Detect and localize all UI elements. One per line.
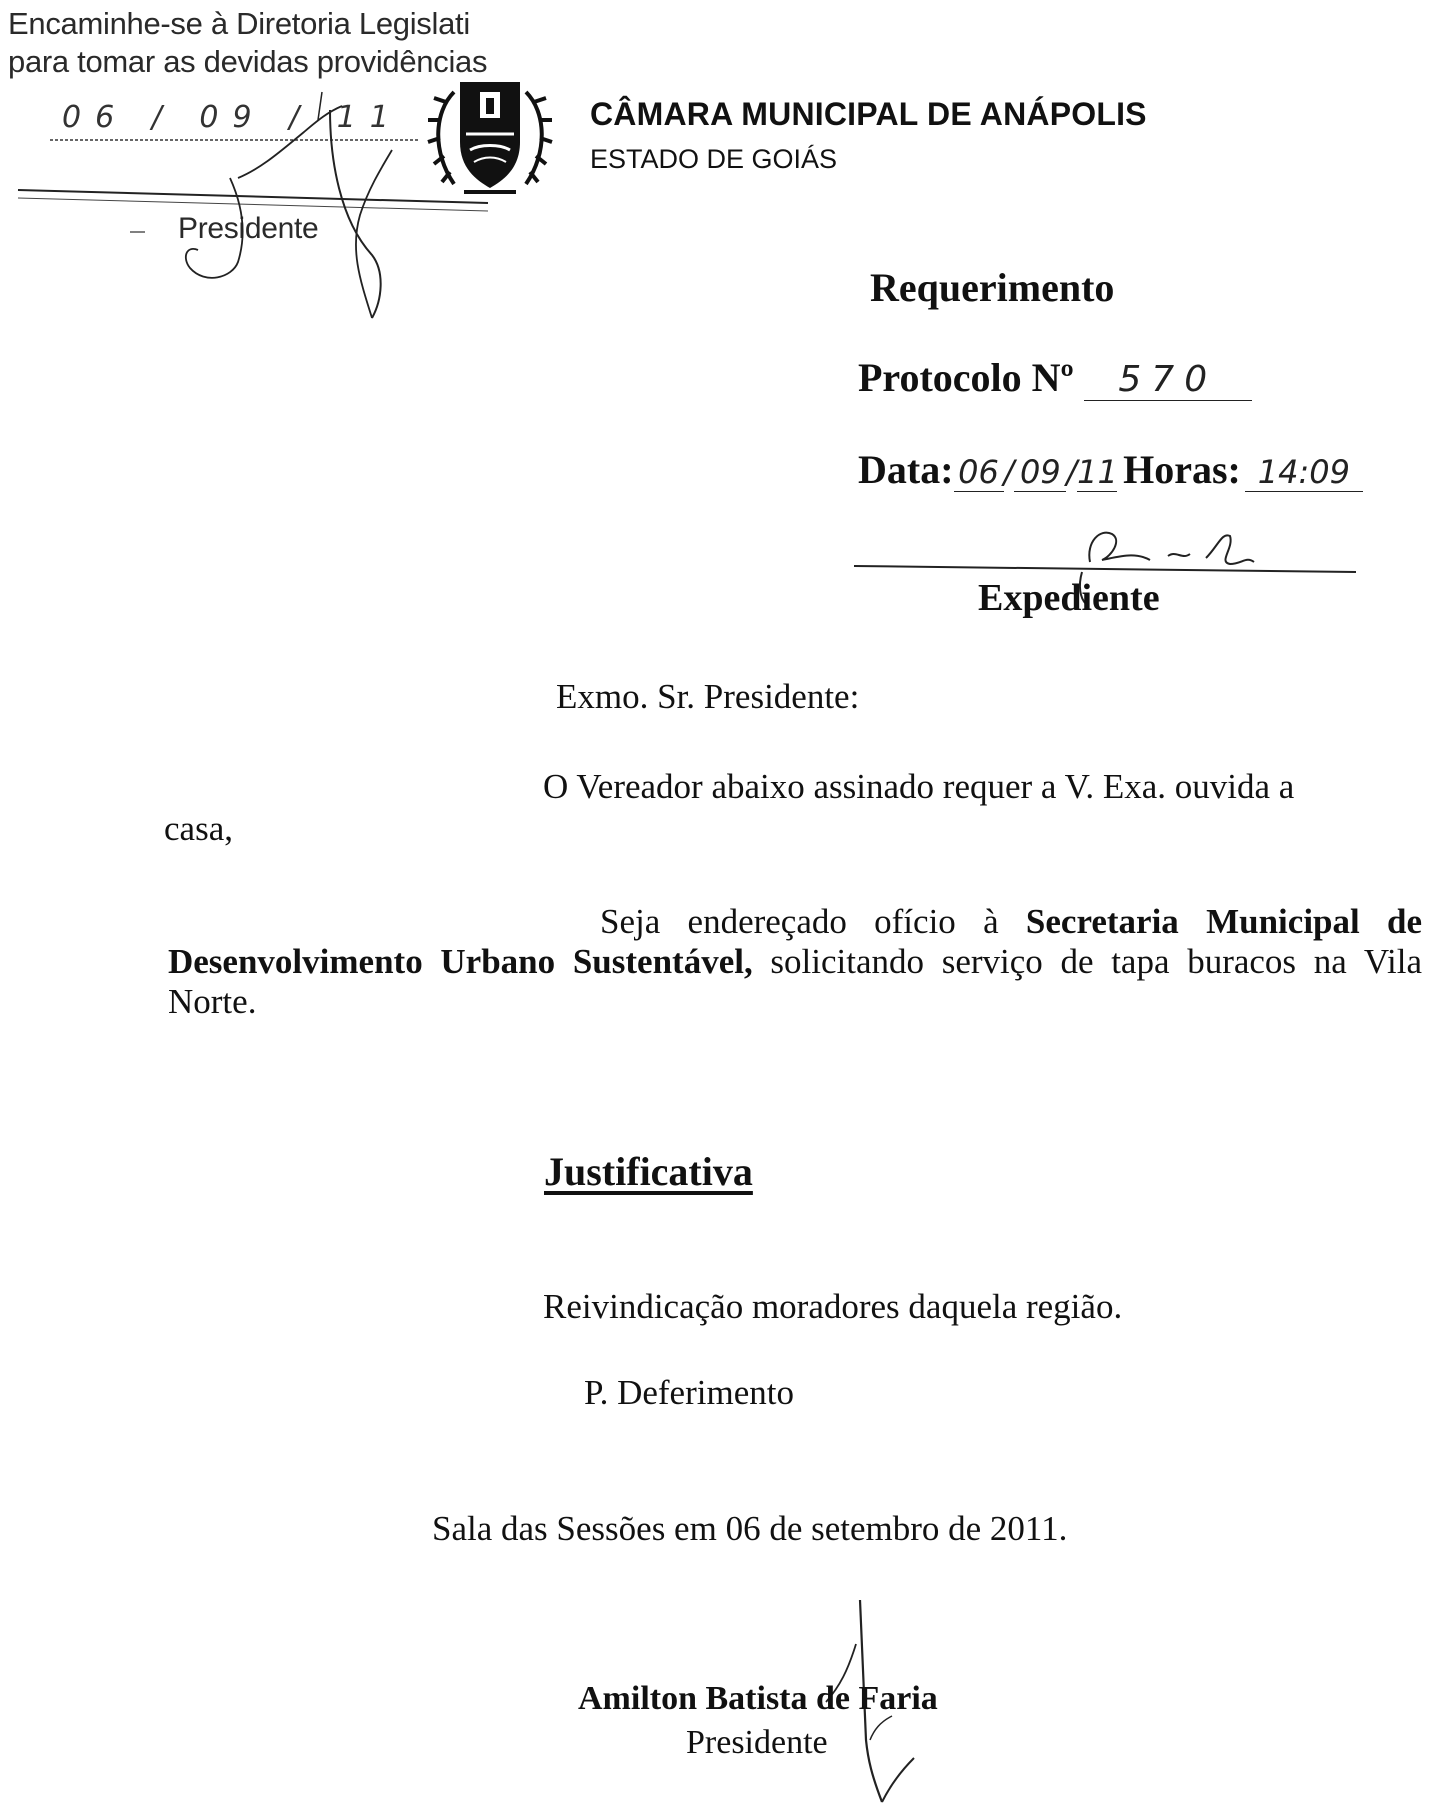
signatory-name: Amilton Batista de Faria	[578, 1680, 938, 1717]
justification-heading: Justificativa	[544, 1149, 753, 1194]
document-type: Requerimento	[870, 265, 1115, 310]
date-month: 09	[1019, 453, 1061, 491]
expediente-label: Expediente	[978, 577, 1160, 619]
request-intro: O Vereador abaixo assinado requer a V. Exa. ouvida a	[543, 767, 1295, 806]
date-day: 06	[958, 453, 999, 491]
closing-text: P. Deferimento	[584, 1373, 794, 1412]
stamp-line-2: para tomar as devidas providências	[8, 44, 488, 79]
hours-value: 14:09	[1257, 453, 1350, 491]
protocol-number-row	[858, 354, 1252, 401]
salutation: Exmo. Sr. Presidente:	[556, 677, 860, 716]
stamp-handwritten-date: 06 / 09 / 11	[62, 100, 403, 135]
stamp-role-label: Presidente	[178, 212, 319, 245]
date-label: Data:	[858, 447, 954, 492]
request-entity: Secretaria Municipal de Desenvolvimento Urbano Sustentável,	[168, 902, 1423, 981]
organization-state: ESTADO DE GOIÁS	[590, 144, 838, 174]
coat-of-arms-icon	[424, 72, 556, 200]
organization-name: CÂMARA MUNICIPAL DE ANÁPOLIS	[590, 96, 1147, 132]
request-pre-text: Seja endereçado ofício à	[600, 902, 999, 941]
protocol-date-row: Data: 06 / 09 /11 Horas: 14:09	[858, 446, 1363, 493]
signatory-role: Presidente	[686, 1724, 828, 1761]
request-post-text: solicitando serviço de tapa buracos na Vila Norte.	[168, 942, 1422, 1021]
date-year: 11	[1077, 453, 1118, 491]
request-paragraph	[168, 902, 1422, 1022]
request-intro-continuation: casa,	[164, 809, 233, 848]
hours-label: Horas:	[1123, 447, 1241, 492]
protocol-number-label: Protocolo Nº	[858, 355, 1074, 400]
stamp-line-1: Encaminhe-se à Diretoria Legislati	[8, 6, 470, 41]
protocol-number-value: 570	[1118, 359, 1218, 400]
justification-text: Reivindicação moradores daquela região.	[543, 1287, 1123, 1326]
place-and-date: Sala das Sessões em 06 de setembro de 2011.	[432, 1509, 1068, 1548]
